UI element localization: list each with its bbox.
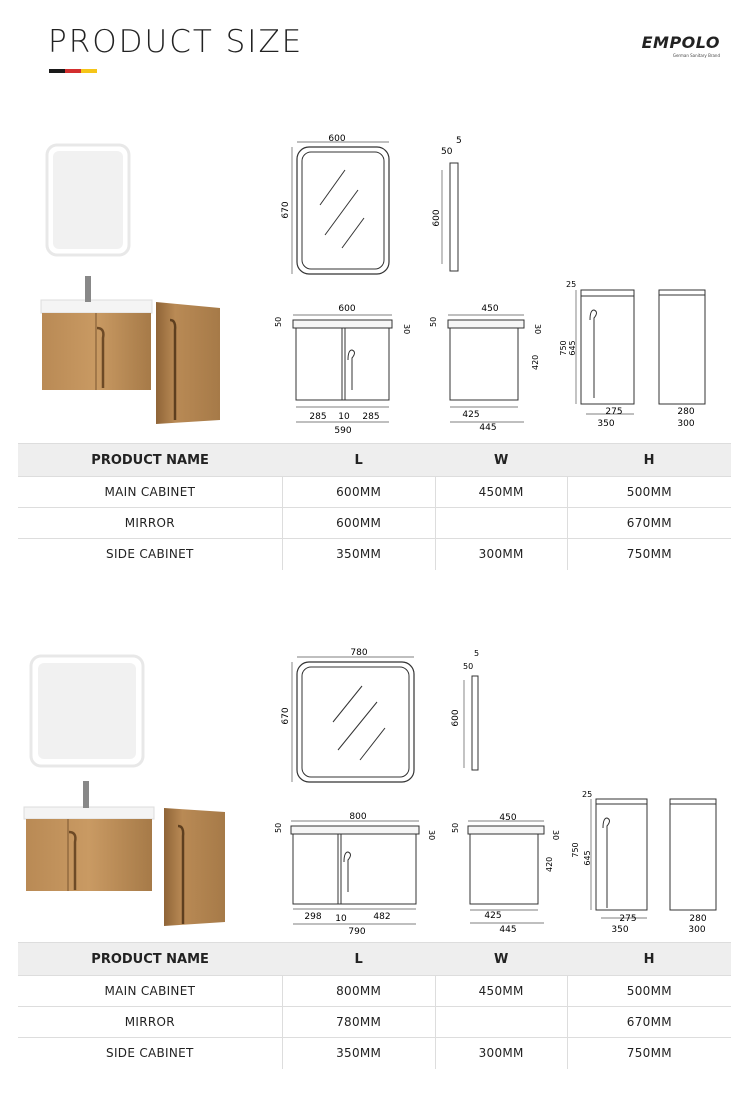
cell-h: 670MM [567,1007,731,1038]
mirror-photo [47,145,129,255]
header-l: L [282,943,435,976]
dim-mirror-depth-frame: 50 [463,662,474,671]
dim-sidecab-side-total: 300 [688,925,706,935]
dim-side-top: 450 [499,813,517,823]
flag-stripe [49,69,97,73]
cell-w: 300MM [435,539,567,570]
cell-l: 780MM [282,1007,435,1038]
dim-side-inner-h: 30 [533,324,542,335]
dim-sidecab-door-h: 645 [568,340,577,356]
dim-side-depth-inner: 425 [462,410,480,420]
product-set-2 [0,640,750,1080]
dim-mirror-width: 600 [328,134,346,144]
dim-side-counter-h: 50 [451,822,460,833]
dim-mirror-depth-frame: 50 [441,147,453,157]
dim-main-inner-h: 30 [427,830,436,841]
dim-main-total: 590 [334,426,352,436]
side-cabinet-side-drawing [670,799,716,910]
dim-sidecab-inner-w: 275 [605,407,623,417]
dim-main-inner-h: 30 [402,324,411,335]
header-product-name: PRODUCT NAME [18,444,282,477]
cell-l: 800MM [282,976,435,1007]
header-w: W [435,444,567,477]
cell-l: 350MM [282,1038,435,1069]
mirror-front-drawing [292,142,389,274]
set2-drawings [0,640,750,940]
dim-side-inner-h: 30 [551,830,560,841]
dim-main-top-width: 800 [349,812,367,822]
dim-side-counter-h: 50 [429,316,438,327]
cell-w: 300MM [435,1038,567,1069]
header-w: W [435,943,567,976]
side-cabinet-photo [164,808,225,926]
cell-l: 600MM [282,508,435,539]
cell-name: SIDE CABINET [18,539,282,570]
size-table-1 [18,443,731,570]
logo-word: EMPOLO [641,33,720,52]
cell-h: 670MM [567,508,731,539]
dim-mirror-inner-height: 600 [432,209,442,227]
page-title: PRODUCT SIZE [48,24,304,60]
side-cabinet-photo [156,302,220,424]
dim-main-counter-h: 50 [274,316,283,327]
cell-l: 350MM [282,539,435,570]
dim-sidecab-side-total: 300 [677,419,695,429]
side-cabinet-side-drawing [659,290,705,404]
brand-logo [642,33,720,58]
cell-w [435,1007,567,1038]
dim-sidecab-inner-w: 275 [619,914,637,924]
dim-side-depth-inner: 425 [484,911,502,921]
main-cabinet-photo [41,276,152,390]
mirror-photo [31,656,143,766]
table-row [18,1038,731,1069]
main-cabinet-side-drawing [468,821,544,923]
header-h: H [567,943,731,976]
dim-sidecab-top: 25 [582,790,593,799]
dim-sidecab-side-inner: 280 [689,914,707,924]
dim-main-total: 790 [348,927,366,937]
table-row [18,477,731,508]
dim-side-body-h: 420 [531,354,540,370]
dim-sidecab-total-w: 350 [611,925,629,935]
dim-main-right-door: 482 [373,912,391,922]
dim-sidecab-top: 25 [566,280,577,289]
header-l: L [282,444,435,477]
cell-name: MAIN CABINET [18,477,282,508]
dim-side-depth-total: 445 [479,423,497,433]
table-header-row [18,943,731,976]
dim-sidecab-total-w: 350 [597,419,615,429]
table-row [18,539,731,570]
logo-tagline: German Sanitary Brand [672,53,720,58]
dim-side-body-h: 420 [545,856,554,872]
cell-w [435,508,567,539]
dim-mirror-height: 670 [281,707,291,725]
dim-sidecab-height: 750 [559,340,568,356]
table-header-row [18,444,731,477]
dim-side-top: 450 [481,304,499,314]
main-cabinet-front-drawing [291,821,419,924]
cell-l: 600MM [282,477,435,508]
dim-main-right-door: 285 [362,412,380,422]
dim-main-gap: 10 [338,412,350,422]
dim-main-gap: 10 [335,914,347,924]
cell-h: 750MM [567,1038,731,1069]
main-cabinet-front-drawing [293,315,392,422]
product-set-1 [0,130,750,575]
cell-name: MAIN CABINET [18,976,282,1007]
table-row [18,508,731,539]
cell-h: 500MM [567,477,731,508]
dim-mirror-width: 780 [350,648,368,658]
size-table-2 [18,942,731,1069]
side-cabinet-front-drawing [576,290,634,414]
table-row [18,1007,731,1038]
dim-main-counter-h: 50 [274,822,283,833]
dim-mirror-depth-top: 5 [456,136,462,146]
header-h: H [567,444,731,477]
dim-main-left-door: 285 [309,412,327,422]
main-cabinet-side-drawing [448,315,524,422]
dim-main-left-door: 298 [304,912,322,922]
mirror-front-drawing [292,657,414,782]
cell-name: MIRROR [18,1007,282,1038]
cell-w: 450MM [435,976,567,1007]
mirror-side-drawing [464,676,478,770]
cell-w: 450MM [435,477,567,508]
header-product-name: PRODUCT NAME [18,943,282,976]
main-cabinet-photo [24,781,154,891]
dim-mirror-height: 670 [281,201,291,219]
dim-sidecab-side-inner: 280 [677,407,695,417]
dim-sidecab-door-h: 645 [583,850,592,866]
mirror-side-drawing [442,163,458,271]
dim-mirror-depth-top: 5 [474,649,480,658]
cell-name: MIRROR [18,508,282,539]
set1-drawings [0,130,750,440]
table-row [18,976,731,1007]
side-cabinet-front-drawing [591,799,647,918]
cell-name: SIDE CABINET [18,1038,282,1069]
dim-sidecab-height: 750 [571,842,580,858]
dim-mirror-inner-height: 600 [451,709,461,727]
dim-side-depth-total: 445 [499,925,517,935]
cell-h: 750MM [567,539,731,570]
dim-main-top-width: 600 [338,304,356,314]
cell-h: 500MM [567,976,731,1007]
